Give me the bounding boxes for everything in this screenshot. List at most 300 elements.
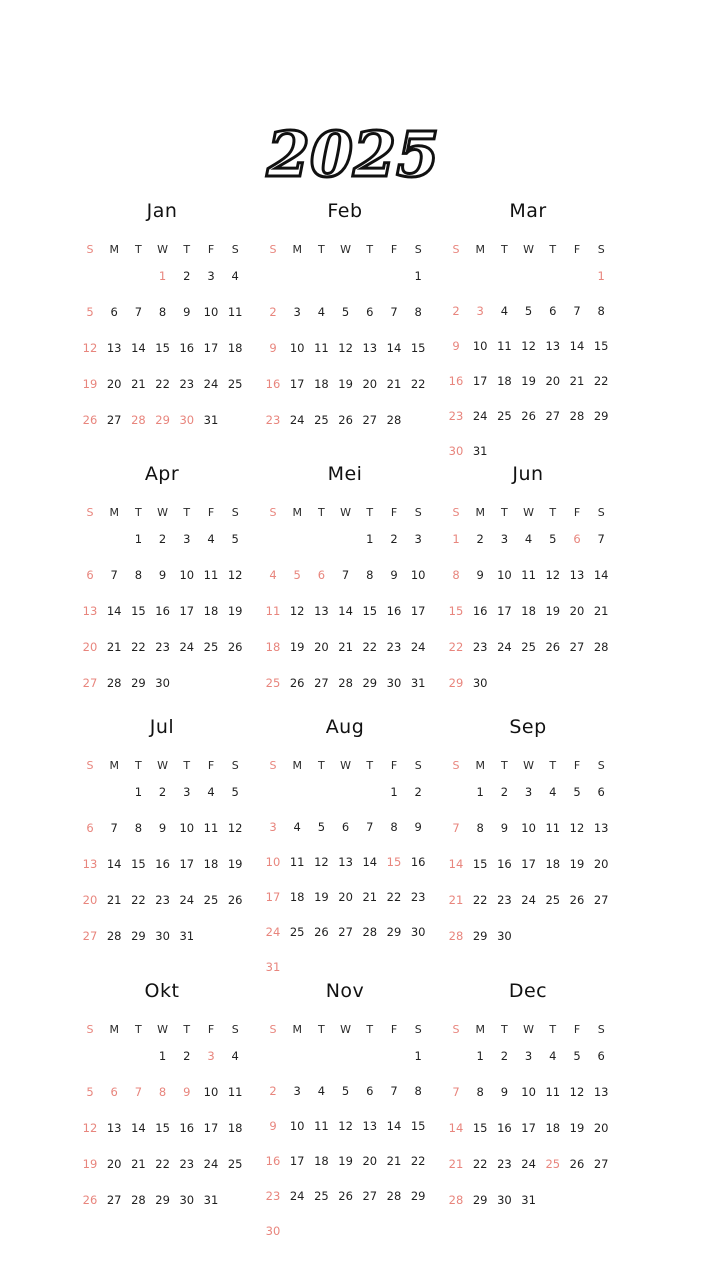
day-cell: 10 <box>289 1119 305 1133</box>
day-cell: 3 <box>293 1084 301 1098</box>
day-cell: 7 <box>110 821 118 835</box>
day-cell: 3 <box>524 1049 533 1063</box>
day-cell: 31 <box>203 1193 219 1207</box>
month-name: Jun <box>512 463 544 485</box>
day-cell: 7 <box>390 1084 398 1098</box>
weekday-label: F <box>207 759 215 772</box>
weekday-label: W <box>157 506 169 519</box>
weekday-label: W <box>340 1023 352 1036</box>
weekday-header <box>82 504 252 522</box>
day-cell: 14 <box>338 604 353 618</box>
day-cell: 19 <box>227 604 243 618</box>
weekday-label: T <box>183 506 191 519</box>
day-cell: 15 <box>362 604 378 618</box>
day-cell: 5 <box>86 1085 94 1099</box>
day-cell: 23 <box>265 413 281 427</box>
day-cell: 19 <box>227 857 243 871</box>
day-cell: 10 <box>265 855 281 869</box>
day-cell: 22 <box>155 1157 170 1171</box>
day-cell: 22 <box>410 377 426 391</box>
weekday-label: S <box>597 506 605 519</box>
day-cell: 11 <box>497 339 512 353</box>
weekday-label: S <box>231 243 239 256</box>
day-cell: 20 <box>593 857 609 871</box>
day-cell: 18 <box>497 374 512 388</box>
day-cell: 25 <box>314 413 329 427</box>
day-cell: 4 <box>549 785 557 799</box>
day-cell: 16 <box>448 374 464 388</box>
day-cell: 14 <box>569 339 585 353</box>
day-cell: 3 <box>183 785 191 799</box>
day-cell: 28 <box>386 413 402 427</box>
day-cell: 9 <box>269 1119 277 1133</box>
day-cell: 24 <box>497 640 512 654</box>
weekday-label: T <box>501 759 508 772</box>
day-cell: 19 <box>338 377 353 391</box>
day-cell: 9 <box>500 1085 509 1099</box>
day-cell: 2 <box>158 532 167 546</box>
month-name: Okt <box>144 980 180 1002</box>
weekday-label: S <box>269 759 277 772</box>
weekday-label: T <box>549 759 557 772</box>
day-cell: 14 <box>593 568 609 582</box>
day-cell: 14 <box>362 855 378 869</box>
day-cell: 13 <box>593 821 609 835</box>
day-cell: 13 <box>82 857 98 871</box>
day-cell: 4 <box>207 532 215 546</box>
weekday-label: T <box>183 243 191 256</box>
day-cell: 5 <box>524 304 533 318</box>
weekday-label: T <box>318 759 325 772</box>
day-cell: 8 <box>597 304 605 318</box>
day-cell: 12 <box>521 339 536 353</box>
day-cell: 4 <box>293 820 301 834</box>
day-cell: 30 <box>448 444 464 458</box>
month-name: Mar <box>509 200 547 222</box>
day-cell: 17 <box>497 604 512 618</box>
day-cell: 7 <box>390 305 398 319</box>
day-cell: 28 <box>593 640 609 654</box>
day-cell: 5 <box>341 1084 350 1098</box>
month-name: Jan <box>146 200 178 222</box>
month-name: Nov <box>325 980 365 1002</box>
day-cell: 24 <box>521 1157 536 1171</box>
day-cell: 17 <box>521 857 536 871</box>
weekday-label: S <box>414 1023 422 1036</box>
day-cell: 2 <box>500 785 509 799</box>
day-cell: 10 <box>521 821 536 835</box>
day-cell: 28 <box>131 413 146 427</box>
day-cell: 21 <box>593 604 609 618</box>
day-cell: 29 <box>131 929 146 943</box>
weekday-label: S <box>86 1023 94 1036</box>
day-cell: 3 <box>476 304 484 318</box>
month-name: Dec <box>508 980 548 1002</box>
day-cell: 12 <box>227 568 243 582</box>
day-cell: 17 <box>179 857 195 871</box>
day-cell: 2 <box>269 1084 277 1098</box>
weekday-label: S <box>597 1023 605 1036</box>
weekday-label: W <box>340 243 352 256</box>
day-cell: 20 <box>82 893 98 907</box>
day-cell: 9 <box>414 820 422 834</box>
day-cell: 23 <box>497 893 512 907</box>
day-cell: 19 <box>314 890 329 904</box>
day-cell: 25 <box>545 1157 561 1171</box>
weekday-label: M <box>475 243 485 256</box>
day-cell: 25 <box>497 409 512 423</box>
weekday-label: S <box>86 506 94 519</box>
day-cell: 14 <box>131 1121 146 1135</box>
day-cell: 10 <box>179 821 195 835</box>
day-cell: 25 <box>545 893 561 907</box>
year-title-graphic <box>263 118 443 190</box>
day-cell: 15 <box>472 857 488 871</box>
day-cell: 2 <box>269 305 277 319</box>
day-cell: 27 <box>314 676 329 690</box>
day-cell: 20 <box>106 377 122 391</box>
day-cell: 13 <box>82 604 98 618</box>
day-cell: 7 <box>452 1085 460 1099</box>
day-cell: 21 <box>106 893 122 907</box>
day-cell: 8 <box>476 821 484 835</box>
weekday-label: F <box>207 1023 215 1036</box>
day-cell: 19 <box>545 604 561 618</box>
day-cell: 2 <box>452 304 460 318</box>
day-cell: 11 <box>521 568 536 582</box>
day-cell: 20 <box>569 604 585 618</box>
day-cell: 16 <box>410 855 426 869</box>
day-cell: 24 <box>289 1189 305 1203</box>
year-title <box>0 118 705 190</box>
day-cell: 10 <box>289 341 305 355</box>
day-cell: 26 <box>227 893 243 907</box>
day-cell: 14 <box>448 1121 464 1135</box>
day-cell: 16 <box>497 1121 512 1135</box>
day-cell: 16 <box>155 857 170 871</box>
day-cell: 1 <box>414 1049 422 1063</box>
day-cell: 30 <box>179 1193 195 1207</box>
day-cell: 22 <box>131 893 146 907</box>
day-cell: 30 <box>179 413 195 427</box>
weekday-label: M <box>109 759 119 772</box>
day-cell: 24 <box>179 893 195 907</box>
month-name: Apr <box>144 463 180 485</box>
day-cell: 27 <box>106 413 122 427</box>
day-cell: 30 <box>155 676 170 690</box>
day-cell: 8 <box>366 568 374 582</box>
day-cell: 9 <box>500 821 509 835</box>
day-cell: 5 <box>293 568 301 582</box>
day-cell: 23 <box>179 1157 195 1171</box>
day-cell: 18 <box>203 604 219 618</box>
day-cell: 3 <box>524 785 533 799</box>
day-cell: 4 <box>231 1049 239 1063</box>
day-cell: 29 <box>155 413 170 427</box>
weekday-label: W <box>157 1023 169 1036</box>
day-cell: 28 <box>338 676 353 690</box>
day-cell: 20 <box>106 1157 122 1171</box>
day-cell: 10 <box>203 1085 219 1099</box>
day-cell: 11 <box>227 1085 243 1099</box>
day-cell: 8 <box>134 568 143 582</box>
day-cell: 26 <box>314 925 329 939</box>
weekday-header <box>265 757 435 775</box>
day-cell: 20 <box>82 640 98 654</box>
day-cell: 12 <box>338 341 353 355</box>
day-cell: 19 <box>338 1154 353 1168</box>
day-cell: 1 <box>366 532 374 546</box>
day-cell: 21 <box>386 377 402 391</box>
weekday-label: S <box>86 759 94 772</box>
day-cell: 17 <box>203 1121 219 1135</box>
day-cell: 15 <box>131 857 146 871</box>
weekday-label: T <box>501 1023 508 1036</box>
day-cell: 9 <box>158 568 167 582</box>
day-cell: 11 <box>227 305 243 319</box>
day-cell: 5 <box>231 532 239 546</box>
day-cell: 9 <box>183 1085 191 1099</box>
day-cell: 31 <box>521 1193 536 1207</box>
month-name: Mei <box>327 463 363 485</box>
day-cell: 10 <box>203 305 219 319</box>
day-cell: 11 <box>314 341 329 355</box>
day-cell: 31 <box>203 413 219 427</box>
day-cell: 20 <box>593 1121 609 1135</box>
weekday-header <box>448 757 618 775</box>
day-cell: 15 <box>155 1121 170 1135</box>
weekday-label: F <box>573 506 581 519</box>
day-cell: 2 <box>183 269 191 283</box>
weekday-label: W <box>523 506 535 519</box>
day-cell: 31 <box>265 960 281 974</box>
day-cell: 1 <box>134 532 143 546</box>
day-cell: 22 <box>155 377 170 391</box>
day-cell: 11 <box>314 1119 329 1133</box>
day-cell: 7 <box>134 305 143 319</box>
day-cell: 27 <box>362 413 378 427</box>
day-cell: 30 <box>497 929 512 943</box>
day-cell: 6 <box>549 304 557 318</box>
day-cell: 4 <box>549 1049 557 1063</box>
day-cell: 4 <box>207 785 215 799</box>
day-cell: 6 <box>366 305 374 319</box>
day-cell: 23 <box>472 640 488 654</box>
day-cell: 17 <box>289 1154 305 1168</box>
weekday-label: S <box>414 759 422 772</box>
day-cell: 24 <box>179 640 195 654</box>
day-cell: 22 <box>386 890 402 904</box>
weekday-label: T <box>135 1023 142 1036</box>
day-cell: 6 <box>341 820 350 834</box>
day-cell: 26 <box>521 409 536 423</box>
weekday-label: T <box>366 243 374 256</box>
day-cell: 27 <box>82 676 98 690</box>
weekday-label: T <box>318 506 325 519</box>
day-cell: 4 <box>524 532 533 546</box>
weekday-label: F <box>207 243 215 256</box>
day-cell: 15 <box>410 1119 426 1133</box>
day-cell: 7 <box>452 821 460 835</box>
weekday-label: F <box>390 759 398 772</box>
day-cell: 7 <box>341 568 350 582</box>
weekday-label: T <box>183 759 191 772</box>
weekday-header <box>82 1021 252 1039</box>
day-cell: 31 <box>472 444 488 458</box>
day-cell: 6 <box>597 785 605 799</box>
day-cell: 12 <box>289 604 305 618</box>
weekday-label: W <box>523 759 535 772</box>
day-cell: 5 <box>231 785 239 799</box>
day-cell: 26 <box>82 1193 98 1207</box>
day-cell: 2 <box>414 785 422 799</box>
day-cell: 29 <box>155 1193 170 1207</box>
weekday-header <box>82 241 252 259</box>
day-cell: 18 <box>521 604 536 618</box>
weekday-label: W <box>157 759 169 772</box>
day-cell: 27 <box>545 409 561 423</box>
weekday-label: F <box>573 759 581 772</box>
day-cell: 20 <box>338 890 353 904</box>
day-cell: 23 <box>265 1189 281 1203</box>
day-cell: 6 <box>317 568 326 582</box>
day-cell: 2 <box>476 532 484 546</box>
day-cell: 16 <box>179 341 195 355</box>
day-cell: 8 <box>414 1084 422 1098</box>
day-cell: 4 <box>231 269 239 283</box>
day-cell: 17 <box>410 604 426 618</box>
day-cell: 30 <box>410 925 426 939</box>
weekday-header <box>265 504 435 522</box>
day-cell: 25 <box>203 640 219 654</box>
day-cell: 28 <box>106 929 122 943</box>
weekday-label: W <box>340 506 352 519</box>
day-cell: 17 <box>265 890 281 904</box>
day-cell: 3 <box>414 532 422 546</box>
day-cell: 16 <box>265 377 281 391</box>
day-cell: 6 <box>86 568 94 582</box>
day-cell: 3 <box>207 269 215 283</box>
day-cell: 19 <box>569 857 585 871</box>
day-cell: 22 <box>472 1157 488 1171</box>
day-cell: 14 <box>386 341 402 355</box>
weekday-label: F <box>390 506 398 519</box>
day-cell: 7 <box>573 304 581 318</box>
day-cell: 8 <box>452 568 460 582</box>
day-cell: 27 <box>362 1189 378 1203</box>
day-cell: 27 <box>593 893 609 907</box>
day-cell: 11 <box>289 855 305 869</box>
day-cell: 25 <box>203 893 219 907</box>
weekday-label: M <box>109 243 119 256</box>
day-cell: 28 <box>362 925 378 939</box>
day-cell: 16 <box>155 604 170 618</box>
day-cell: 21 <box>338 640 353 654</box>
weekday-label: F <box>573 1023 581 1036</box>
weekday-label: S <box>452 1023 460 1036</box>
day-cell: 18 <box>227 341 243 355</box>
month-name: Jul <box>149 716 175 738</box>
weekday-label: S <box>452 506 460 519</box>
year-text: 2025 <box>266 118 439 190</box>
day-cell: 12 <box>314 855 329 869</box>
day-cell: 27 <box>82 929 98 943</box>
weekday-label: S <box>269 1023 277 1036</box>
day-cell: 2 <box>500 1049 509 1063</box>
weekday-label: T <box>501 243 508 256</box>
day-cell: 3 <box>183 532 191 546</box>
day-cell: 17 <box>472 374 488 388</box>
day-cell: 22 <box>593 374 609 388</box>
day-cell: 29 <box>131 676 146 690</box>
day-cell: 29 <box>472 929 488 943</box>
day-cell: 13 <box>362 341 378 355</box>
day-cell: 5 <box>341 305 350 319</box>
day-cell: 28 <box>131 1193 146 1207</box>
day-cell: 1 <box>476 785 484 799</box>
day-cell: 27 <box>593 1157 609 1171</box>
day-cell: 14 <box>448 857 464 871</box>
weekday-label: T <box>318 1023 325 1036</box>
weekday-label: S <box>231 1023 239 1036</box>
weekday-header <box>448 504 618 522</box>
day-cell: 6 <box>597 1049 605 1063</box>
day-cell: 8 <box>476 1085 484 1099</box>
weekday-header <box>265 241 435 259</box>
day-cell: 13 <box>545 339 561 353</box>
day-cell: 7 <box>597 532 605 546</box>
weekday-label: T <box>549 1023 557 1036</box>
day-cell: 24 <box>265 925 281 939</box>
day-cell: 29 <box>448 676 464 690</box>
weekday-label: W <box>523 243 535 256</box>
day-cell: 14 <box>131 341 146 355</box>
day-cell: 9 <box>269 341 277 355</box>
day-cell: 4 <box>269 568 277 582</box>
weekday-label: M <box>475 506 485 519</box>
day-cell: 10 <box>410 568 426 582</box>
day-cell: 23 <box>448 409 464 423</box>
weekday-label: T <box>318 243 325 256</box>
day-cell: 30 <box>497 1193 512 1207</box>
day-cell: 28 <box>386 1189 402 1203</box>
day-cell: 6 <box>110 305 118 319</box>
day-cell: 16 <box>386 604 402 618</box>
weekday-label: T <box>135 243 142 256</box>
day-cell: 31 <box>410 676 426 690</box>
day-cell: 22 <box>472 893 488 907</box>
day-cell: 29 <box>472 1193 488 1207</box>
day-cell: 26 <box>569 893 585 907</box>
day-cell: 4 <box>500 304 509 318</box>
day-cell: 18 <box>289 890 305 904</box>
weekday-label: T <box>135 506 142 519</box>
day-cell: 15 <box>386 855 402 869</box>
day-cell: 15 <box>448 604 464 618</box>
day-cell: 1 <box>158 1049 167 1063</box>
day-cell: 20 <box>362 1154 378 1168</box>
day-cell: 24 <box>521 893 536 907</box>
month-name: Aug <box>325 716 365 738</box>
weekday-label: M <box>292 759 302 772</box>
day-cell: 20 <box>545 374 561 388</box>
day-cell: 18 <box>265 640 281 654</box>
weekday-label: S <box>452 243 460 256</box>
day-cell: 26 <box>289 676 305 690</box>
day-cell: 11 <box>545 1085 561 1099</box>
day-cell: 12 <box>545 568 561 582</box>
weekday-label: M <box>292 243 302 256</box>
